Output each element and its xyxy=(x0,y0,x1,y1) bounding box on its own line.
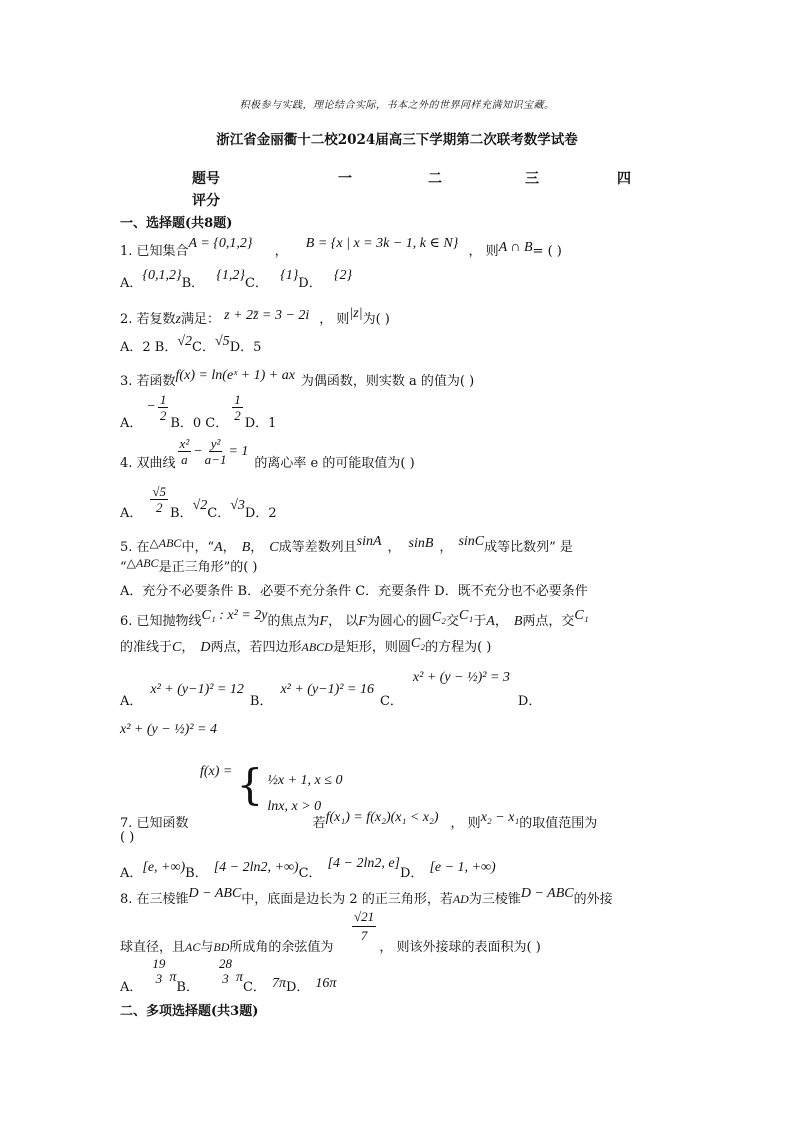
score-header-2: 二 xyxy=(428,171,442,187)
question-8-stem-line2: 球直径，且AC与BD所成角的余弦值为 ， 则该外接球的表面积为( ) xyxy=(120,940,541,955)
question-1-stem: 1. 已知集合A = {0,1,2} ， B = {x | x = 3k − 1, k ∈ N} ， 则A ∩ B= ( ) xyxy=(120,236,562,259)
score-header-label: 题号 xyxy=(192,171,220,187)
question-6-option-d: x² + (y − ½)² = 4 xyxy=(120,722,217,737)
exam-title: 浙江省金丽衢十二校2024届高三下学期第二次联考数学试卷 xyxy=(216,132,578,148)
question-8-options: A． 19 3 πB． 28 3 πC． 7πD． 16π xyxy=(120,956,337,995)
question-4-stem: 4. 双曲线 $\frac{\text{x²}}{a}$ − $\frac{\text{y²}}{a-1}$ = 1的离心率 e 的可能取值为( ) xyxy=(120,436,415,471)
question-4-options: A． $\frac{√5}{2}$ B．√2C．√3D．2 xyxy=(120,484,277,521)
question-6-stem: 6. 已知抛物线C₁ : x² = 2y的焦点为F， 以F为圆心的圆C₂交C₁于A， B两点，交C₁ xyxy=(120,608,589,629)
score-header-3: 三 xyxy=(525,171,539,187)
score-header-4: 四 xyxy=(617,171,631,187)
question-5-stem: 5. 在△ABC中，“A， B， C成等差数列且sinA ， sinB ， sinC成等比数列” 是 xyxy=(120,534,573,555)
question-2-options: A．2 B．√2C．√5D．5 xyxy=(120,334,262,355)
question-8-cosine-fraction: $\frac{√21}{7}$ xyxy=(354,909,375,943)
question-7-options: A．[e, +∞)B． [4 − 2ln2, +∞)C．[4 − 2ln2, e]D． [e − 1, +∞) xyxy=(120,856,496,881)
motto-banner: 积极参与实践，理论结合实际，书本之外的世界同样充满知识宝藏。 xyxy=(239,100,555,111)
section-heading: 二、多项选择题(共3题) xyxy=(120,1004,259,1019)
question-6-stem-line2: 的准线于C， D两点，若四边形ABCD是矩形，则圆C₂的方程为( ) xyxy=(120,636,492,655)
score-row-label: 评分 xyxy=(192,193,220,209)
section-heading: 一、选择题(共8题) xyxy=(120,216,233,231)
question-7-stem: 7. 已知函数 若f(x₁) = f(x₂)(x₁ < x₂) ， 则x₂ − x₁的取值范围为 xyxy=(120,810,598,831)
question-3-options: A．− $\frac{1}{2}$ B．0 C． $\frac{1}{2}$ D．1 xyxy=(120,392,277,431)
question-7-piecewise: f(x) = { ½x + 1, x ≤ 0 lnx, x > 0 xyxy=(200,760,343,814)
question-7-paren: ( ) xyxy=(120,830,135,845)
question-5-options: A．充分不必要条件 B．必要不充分条件 C．充要条件 D．既不充分也不必要条件 xyxy=(120,584,588,599)
question-3-stem: 3. 若函数f(x) = ln(eˣ + 1) + ax 为偶函数，则实数 a 的值为( ) xyxy=(120,368,475,389)
question-2-stem: 2. 若复数z满足： z + 2z̄ = 3 − 2i ， 则|z|为( ) xyxy=(120,306,390,327)
question-5-stem-line2: “△ABC是正三角形”的( ) xyxy=(120,556,258,575)
question-8-stem: 8. 在三棱锥D − ABC中，底面是边长为 2 的正三角形，若AD为三棱锥D − ABC的外接 xyxy=(120,886,613,907)
question-6-options: A．x² + (y−1)² = 12B．x² + (y−1)² = 16C．x² + (y − ½)² = 3D． xyxy=(120,670,542,709)
question-1-options: A．{0,1,2}B． {1,2}C． {1}D． {2} xyxy=(120,268,353,291)
score-header-1: 一 xyxy=(338,171,352,187)
